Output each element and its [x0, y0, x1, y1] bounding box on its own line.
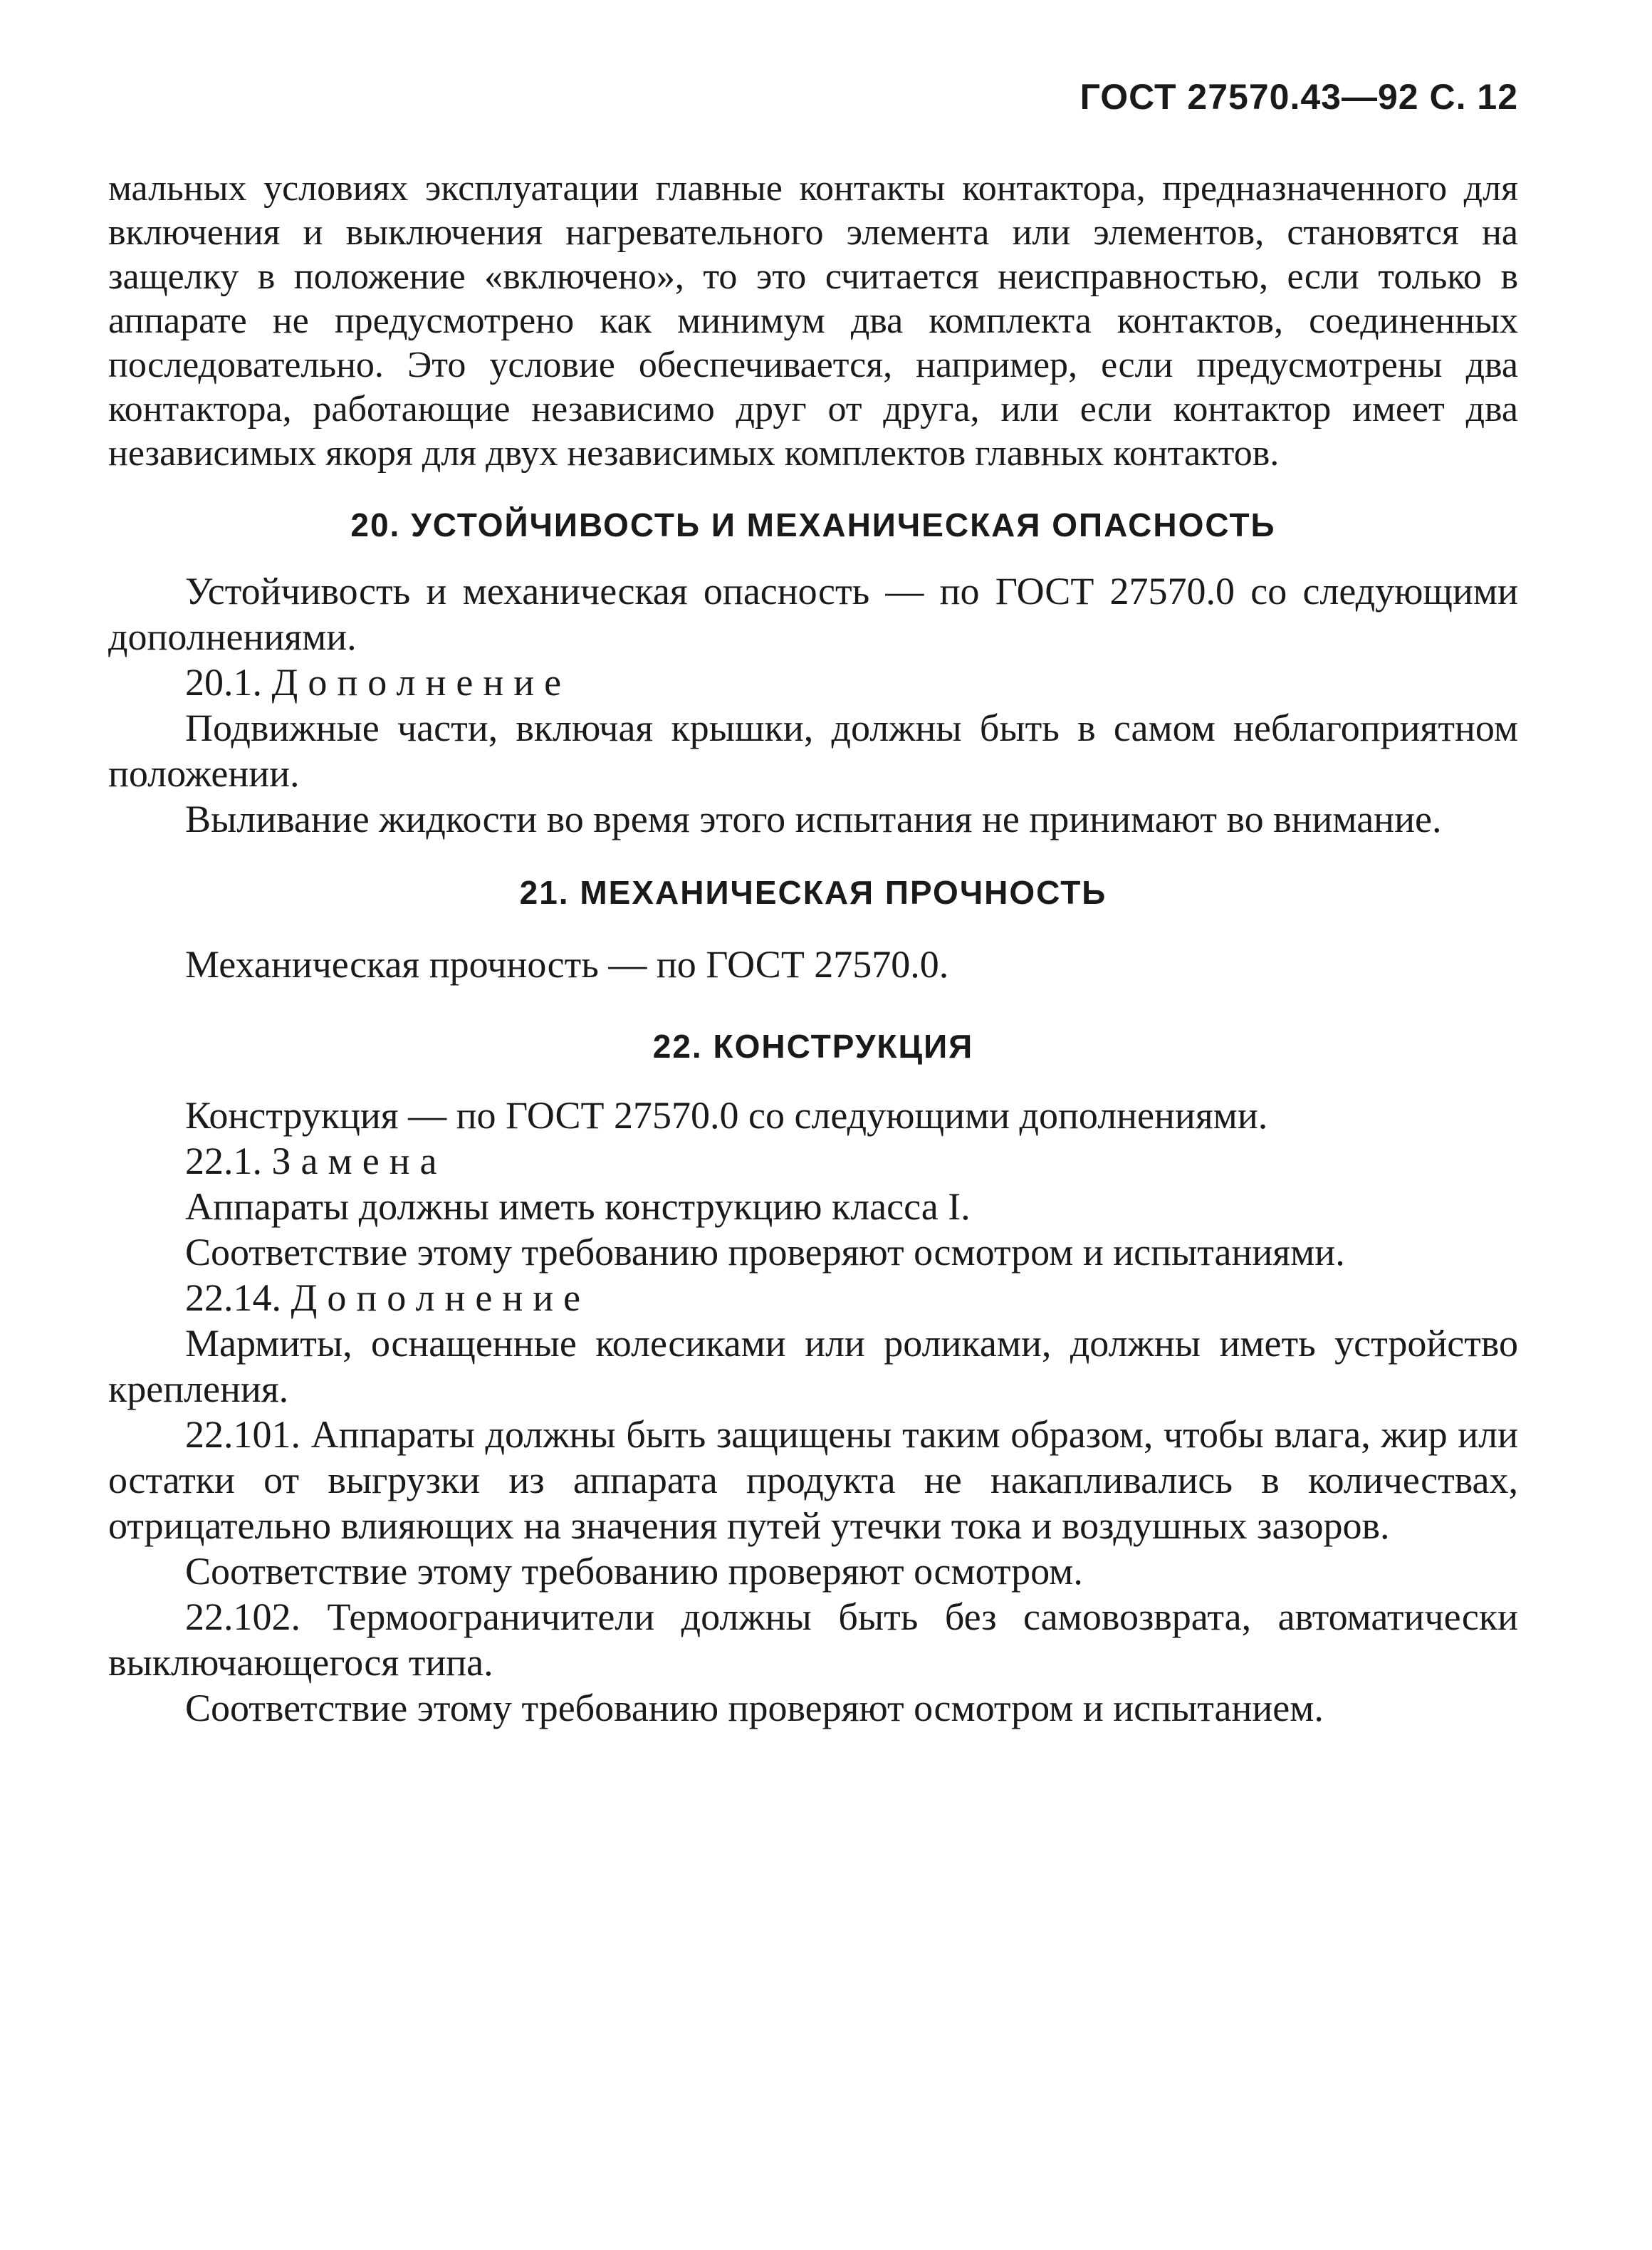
clause-22-1-title: [108, 1138, 1518, 1184]
section-21: [108, 870, 1518, 987]
section-20: [108, 503, 1518, 842]
clause-22-1-number: 22.1.: [185, 1140, 262, 1182]
section-20-intro: Устойчивость и механическая опасность — по ГОСТ 27570.0 со следующими дополнениями.: [108, 570, 1518, 658]
section-22-intro: Конструкция — по ГОСТ 27570.0 со следующими дополнениями.: [185, 1094, 1268, 1137]
clause-22-1-check: Соответствие этому требованию проверяют осмотром и испытаниями.: [185, 1231, 1345, 1274]
clause-22-101-text: 22.101. Аппараты должны быть защищены таким образом, чтобы влага, жир или остатки от выгрузки из аппарата продукта не накапливались в количествах, отрицательно влияющих на значения путей утечки тока и воздушных зазоров.: [108, 1413, 1518, 1547]
section-22: [108, 1024, 1518, 1731]
document-page: [108, 68, 1518, 2191]
running-header: ГОСТ 27570.43—92 С. 12: [1079, 77, 1518, 117]
clause-22-1-type: Замена: [271, 1140, 447, 1182]
clause-20-1-title: [108, 660, 1518, 705]
section-21-intro: Механическая прочность — по ГОСТ 27570.0.: [185, 943, 949, 986]
clause-22-14-title: [108, 1275, 1518, 1321]
section-20-heading: 20. УСТОЙЧИВОСТЬ И МЕХАНИЧЕСКАЯ ОПАСНОСТЬ: [350, 506, 1276, 543]
clause-22-14-type: Дополнение: [291, 1276, 591, 1319]
clause-20-1-type: Дополнение: [271, 661, 572, 704]
clause-22-14-number: 22.14.: [185, 1276, 281, 1319]
clause-20-1-paragraph-1: Подвижные части, включая крышки, должны быть в самом неблагоприятном положении.: [108, 707, 1518, 795]
clause-22-102-check: Соответствие этому требованию проверяют осмотром и испытанием.: [185, 1687, 1324, 1729]
clause-22-1-text: Аппараты должны иметь конструкцию класса I.: [185, 1185, 971, 1228]
clause-22-14-text: Мармиты, оснащенные колесиками или роликами, должны иметь устройство крепления.: [108, 1322, 1518, 1410]
section-21-heading: 21. МЕХАНИЧЕСКАЯ ПРОЧНОСТЬ: [519, 874, 1107, 911]
clause-22-102-text: 22.102. Термоограничители должны быть без самовозврата, автоматически выключающегося типа.: [108, 1595, 1518, 1684]
clause-20-1-paragraph-2: Выливание жидкости во время этого испытания не принимают во внимание.: [185, 798, 1442, 840]
continuation-paragraph: мальных условиях эксплуатации главные контакты контактора, предназначенного для включения и выключения нагревательного элемента или элементов, становятся на защелку в положение «включено», то это считается неисправностью, если только в аппарате не предусмотрено как минимум два комплекта контактов, соединенных последовательно. Это условие обеспечивается, например, если предусмотрены два контактора, работающие независимо друг от друга, или если контактор имеет два независимых якоря для двух независимых комплектов главных контактов.: [108, 168, 1518, 474]
clause-20-1-number: 20.1.: [185, 661, 262, 704]
document-body: [108, 167, 1518, 1731]
clause-22-101-check: Соответствие этому требованию проверяют осмотром.: [185, 1550, 1083, 1593]
section-22-heading: 22. КОНСТРУКЦИЯ: [652, 1028, 974, 1065]
